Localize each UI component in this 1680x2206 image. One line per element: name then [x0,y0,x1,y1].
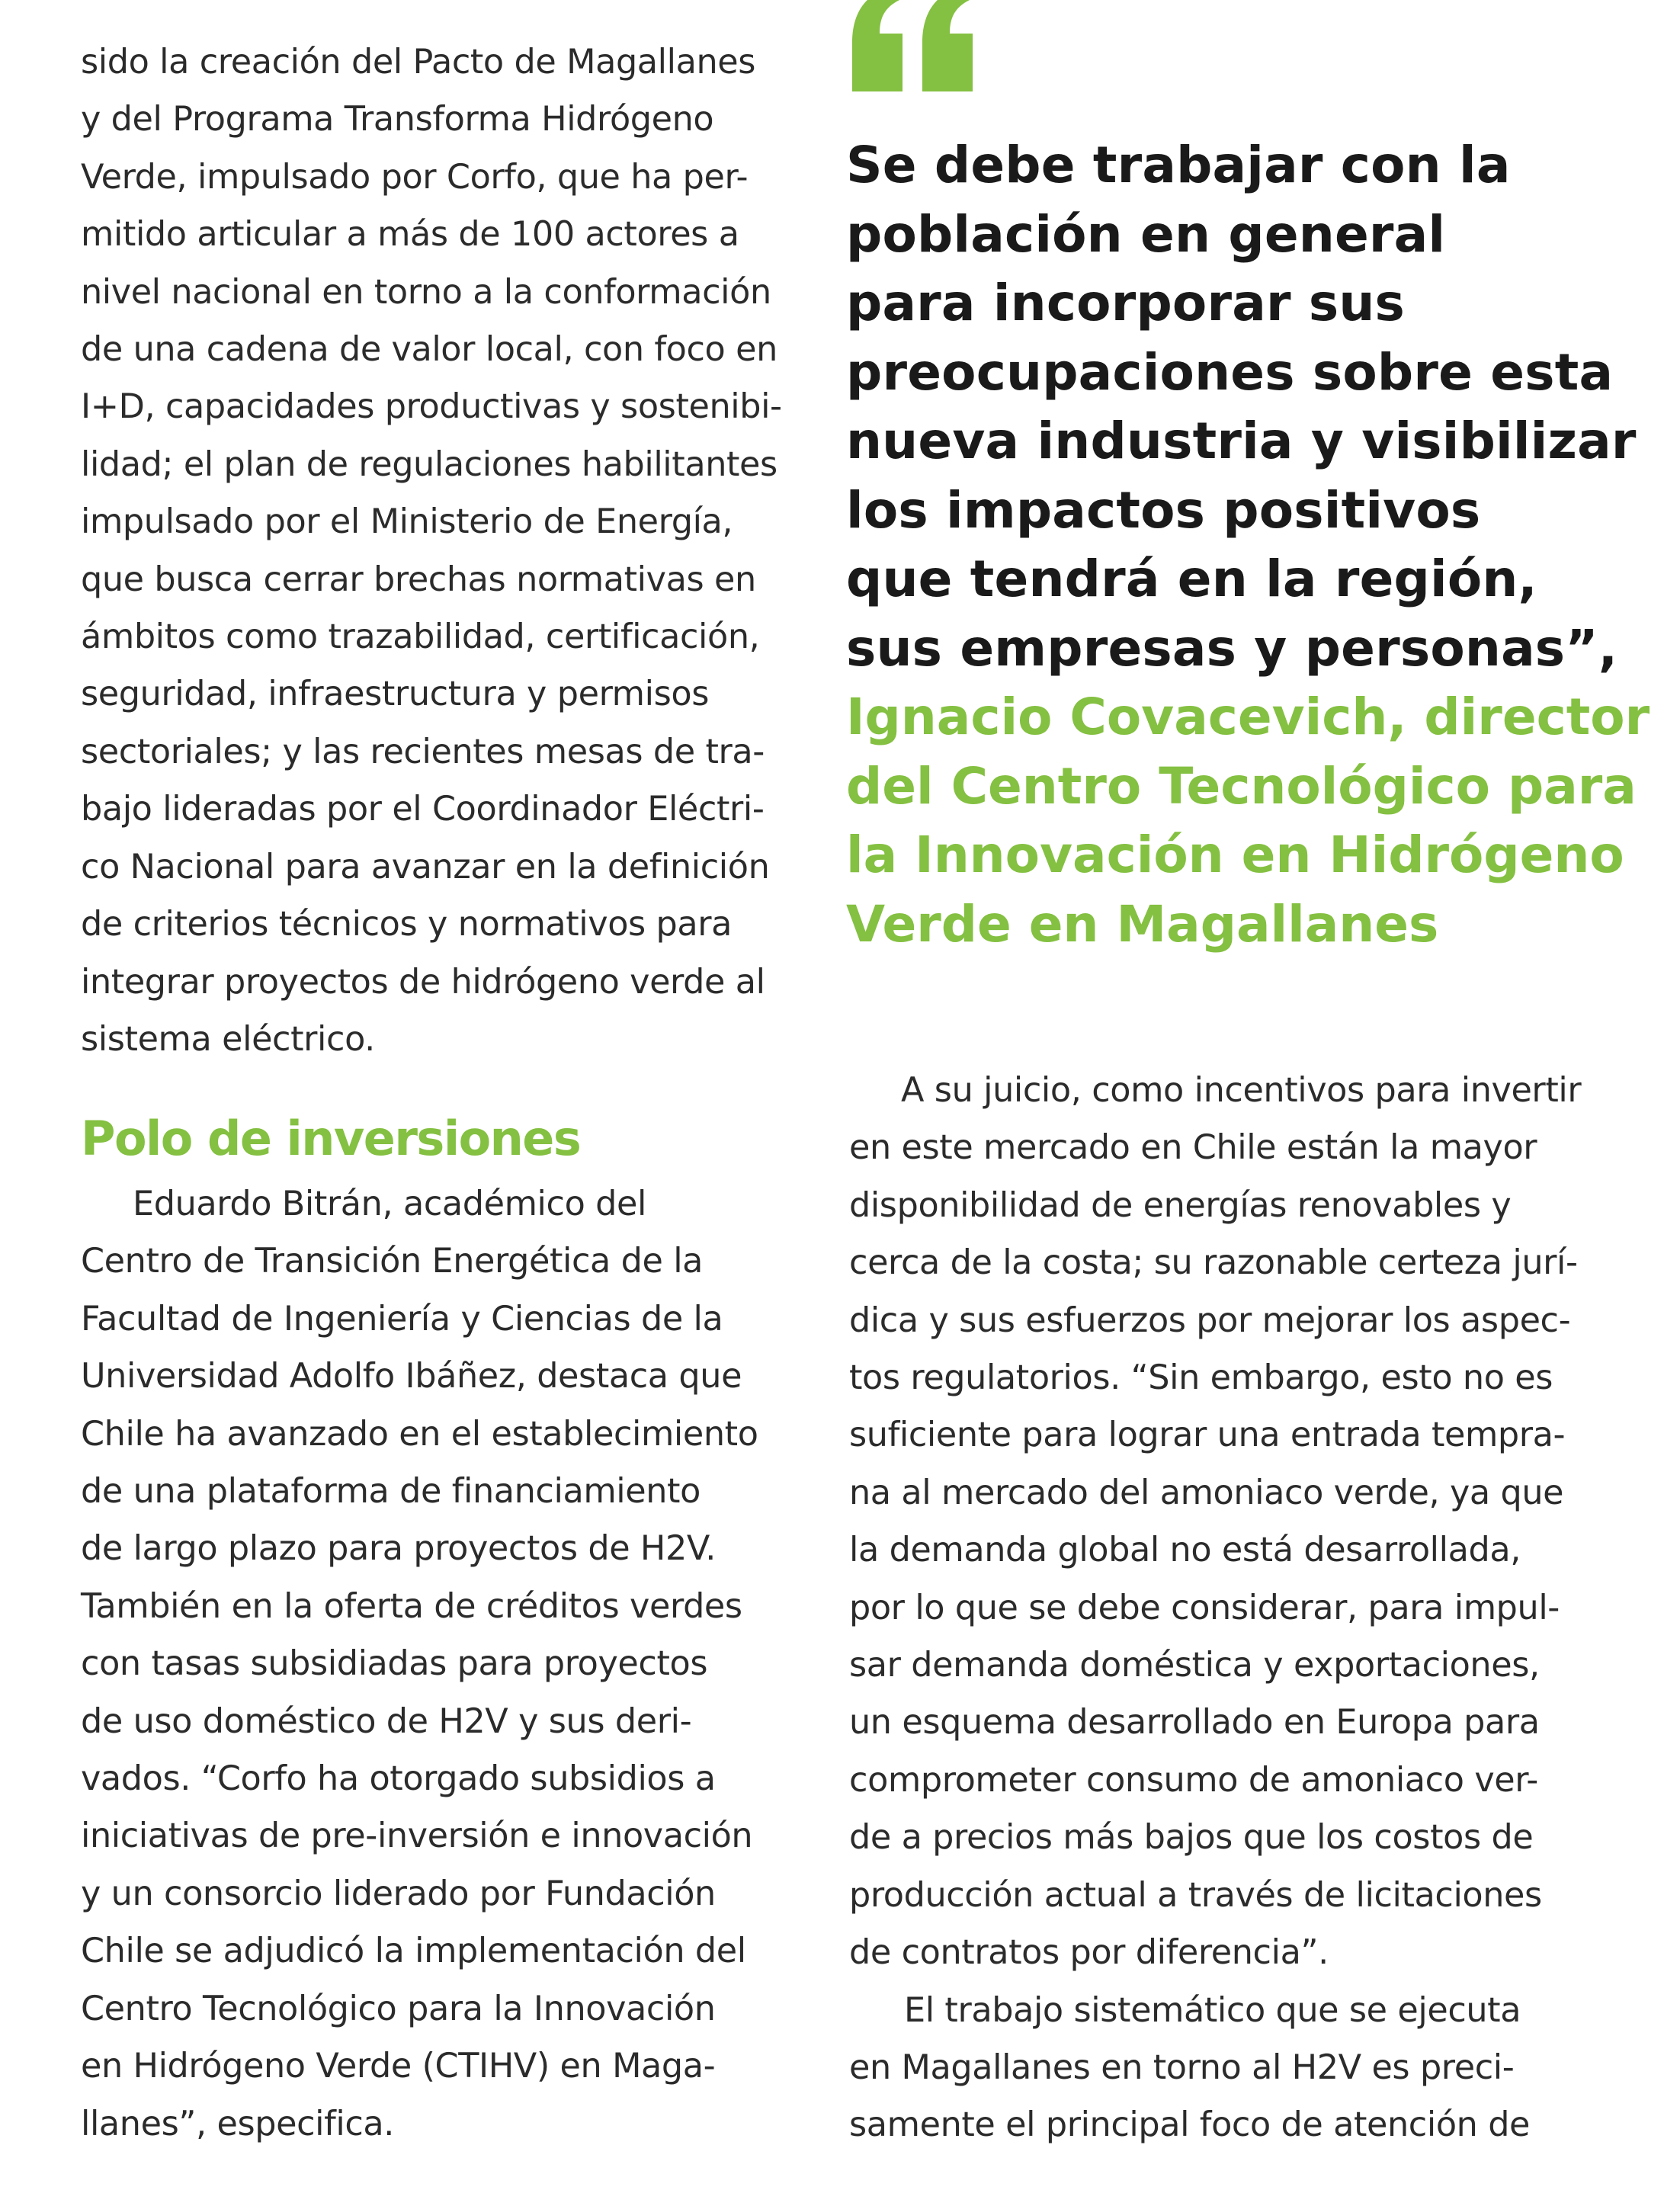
text-line: dica y sus esfuerzos por mejorar los aspec- [849,1300,1571,1340]
text-line: bajo lideradas por el Coordinador Eléctri- [81,790,765,829]
text-line: El trabajo sistemático que se ejecuta [904,1990,1521,2030]
text-line: y un consorcio liderado por Fundación [81,1874,716,1913]
quote-line: nueva industria y visibilizar [846,412,1637,470]
text-line: llanes”, especifica. [81,2104,395,2143]
text-line: tos regulatorios. “Sin embargo, esto no es [849,1358,1553,1398]
text-line: de a precios más bajos que los costos de [849,1818,1534,1858]
text-line: Centro Tecnológico para la Innovación [81,1989,716,2028]
quote-line: sus empresas y personas”, [846,618,1618,678]
text-line: na al mercado del amoniaco verde, ya que [849,1473,1564,1512]
text-line: de una cadena de valor local, con foco en [81,330,777,370]
left-body-bottom [81,1175,790,2153]
text-line: y del Programa Transforma Hidrógeno [81,100,714,139]
left-column [81,34,790,2143]
text-line: iniciativas de pre-inversión e innovación [81,1816,753,1856]
text-line: que busca cerrar brechas normativas en [81,560,756,599]
text-line: ámbitos como trazabilidad, certificación, [81,617,760,657]
text-line: Eduardo Bitrán, académico del [133,1185,646,1223]
quote-line: preocupaciones sobre esta [846,342,1614,402]
pull-quote [846,131,1669,959]
quote-attribution-line: del Centro Tecnológico para [846,756,1637,816]
text-line: mitido articular a más de 100 actores a [81,215,739,255]
text-line: sistema eléctrico. [81,1019,375,1059]
text-line: A su juicio, como incentivos para invertir [901,1071,1582,1110]
text-line: impulsado por el Ministerio de Energía, [81,502,733,542]
text-line: disponibilidad de energías renovables y [849,1185,1512,1225]
text-line: por lo que se debe considerar, para impul- [849,1588,1560,1627]
text-line: en Hidrógeno Verde (CTIHV) en Maga- [81,2047,716,2086]
text-line: en este mercado en Chile están la mayor [849,1128,1537,1168]
text-line: producción actual a través de licitaciones [849,1875,1542,1915]
section-heading: Polo de inversiones [81,1111,581,1166]
text-line: de uso doméstico de H2V y sus deri- [81,1701,692,1741]
text-line: Centro de Transición Energética de la [81,1242,704,1281]
text-line: co Nacional para avanzar en la definición [81,847,770,887]
quote-line: los impactos positivos [846,480,1481,540]
text-line: Verde, impulsado por Corfo, que ha per- [81,157,749,197]
text-line: de contratos por diferencia”. [849,1933,1329,1973]
right-body [849,1062,1657,2154]
text-line: sido la creación del Pacto de Magallanes [81,43,756,82]
quote-mark-icon [846,0,983,99]
quote-line: población en general [846,204,1446,264]
text-line: vados. “Corfo ha otorgado subsidios a [81,1759,716,1799]
text-line: integrar proyectos de hidrógeno verde al [81,962,765,1002]
text-line: en Magallanes en torno al H2V es preci- [849,2047,1515,2087]
quote-line: para incorporar sus [846,274,1406,332]
text-line: cerca de la costa; su razonable certeza jurí- [849,1243,1578,1283]
quote-attribution-line: Verde en Magallanes [846,894,1439,954]
text-line: de una plataforma de financiamiento [81,1472,701,1512]
text-line: seguridad, infraestructura y permisos [81,675,709,714]
text-line: la demanda global no está desarrollada, [849,1531,1521,1570]
text-line: También en la oferta de créditos verdes [81,1586,742,1626]
text-line: Universidad Adolfo Ibáñez, destaca que [81,1357,742,1396]
text-line: nivel nacional en torno a la conformación [81,272,771,312]
text-line: I+D, capacidades productivas y sostenibi- [81,387,782,427]
quote-line: que tendrá en la región, [846,550,1537,608]
text-line: Chile se adjudicó la implementación del [81,1932,746,1971]
text-line: suficiente para lograr una entrada tempra- [849,1416,1566,1455]
text-line: de largo plazo para proyectos de H2V. [81,1529,716,1569]
text-line: sectoriales; y las recientes mesas de tra- [81,732,765,771]
text-line: Chile ha avanzado en el establecimiento [81,1414,758,1454]
text-line: Facultad de Ingeniería y Ciencias de la [81,1299,723,1339]
text-line: sar demanda doméstica y exportaciones, [849,1646,1540,1685]
quote-attribution-line: Ignacio Covacevich, director [846,688,1650,746]
text-line: con tasas subsidiadas para proyectos [81,1644,708,1684]
text-line: un esquema desarrollado en Europa para [849,1703,1540,1743]
quote-line: Se debe trabajar con la [846,136,1511,194]
text-line: comprometer consumo de amoniaco ver- [849,1760,1538,1800]
text-line: lidad; el plan de regulaciones habilitantes [81,444,777,484]
text-line: de criterios técnicos y normativos para [81,905,733,944]
left-body-top [81,34,790,1068]
quote-attribution-line: la Innovación en Hidrógeno [846,826,1624,884]
text-line: samente el principal foco de atención de [849,2105,1531,2145]
